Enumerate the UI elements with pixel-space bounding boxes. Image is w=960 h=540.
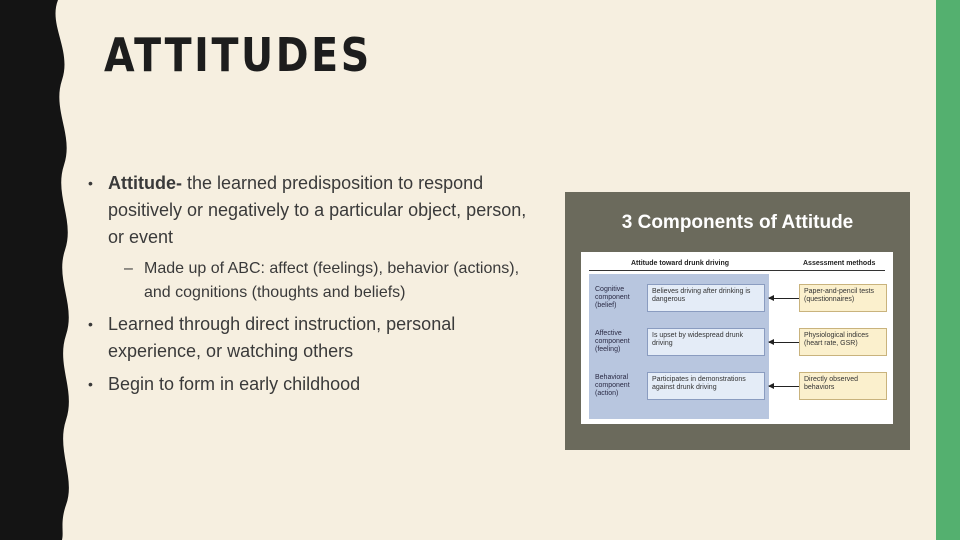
bullet-attitude-definition <box>88 170 538 251</box>
component-label-behavioral: Behavioral component (action) <box>595 374 630 397</box>
bullet-text: Learned through direct instruction, personal experience, or watching others <box>108 314 456 361</box>
component-label-cognitive: Cognitive component (belief) <box>595 286 630 309</box>
bullet-childhood <box>88 371 538 398</box>
method-box-cognitive: Paper-and-pencil tests (questionnaires) <box>799 284 887 312</box>
bullet-term: Attitude- <box>108 173 182 193</box>
figure-header-left: Attitude toward drunk driving <box>631 260 729 267</box>
figure-title: 3 Components of Attitude <box>621 212 854 233</box>
attitude-components-figure <box>565 192 910 450</box>
bullet-learned <box>88 311 538 365</box>
figure-panel <box>581 252 893 424</box>
bullet-icon: • <box>88 175 93 191</box>
method-box-behavioral: Directly observed behaviors <box>799 372 887 400</box>
bullet-list <box>88 170 538 404</box>
bullet-text: Begin to form in early childhood <box>108 374 361 394</box>
example-box-behavioral: Participates in demonstrations against drunk driving <box>647 372 765 400</box>
sub-bullet-text: Made up of ABC: affect (feelings), behavior (actions), and cognitions (thoughts and beliefs) <box>144 260 520 301</box>
page-title: ATTITUDES <box>104 28 372 82</box>
bullet-icon: • <box>88 316 93 332</box>
dash-icon: – <box>124 260 133 277</box>
header-divider <box>589 270 885 271</box>
arrow-icon <box>769 342 799 343</box>
example-box-affective: Is upset by widespread drunk driving <box>647 328 765 356</box>
figure-header-right: Assessment methods <box>803 260 876 267</box>
left-wavy-border <box>0 0 80 540</box>
sub-bullet-abc <box>88 257 538 305</box>
component-label-affective: Affective component (feeling) <box>595 330 630 353</box>
arrow-icon <box>769 298 799 299</box>
bullet-text: the learned predisposition to respond positively or negatively to a particular object, person, or event <box>108 173 527 247</box>
example-box-cognitive: Believes driving after drinking is dangerous <box>647 284 765 312</box>
bullet-icon: • <box>88 376 93 392</box>
arrow-icon <box>769 386 799 387</box>
method-box-affective: Physiological indices (heart rate, GSR) <box>799 328 887 356</box>
right-accent-stripe <box>936 0 960 540</box>
